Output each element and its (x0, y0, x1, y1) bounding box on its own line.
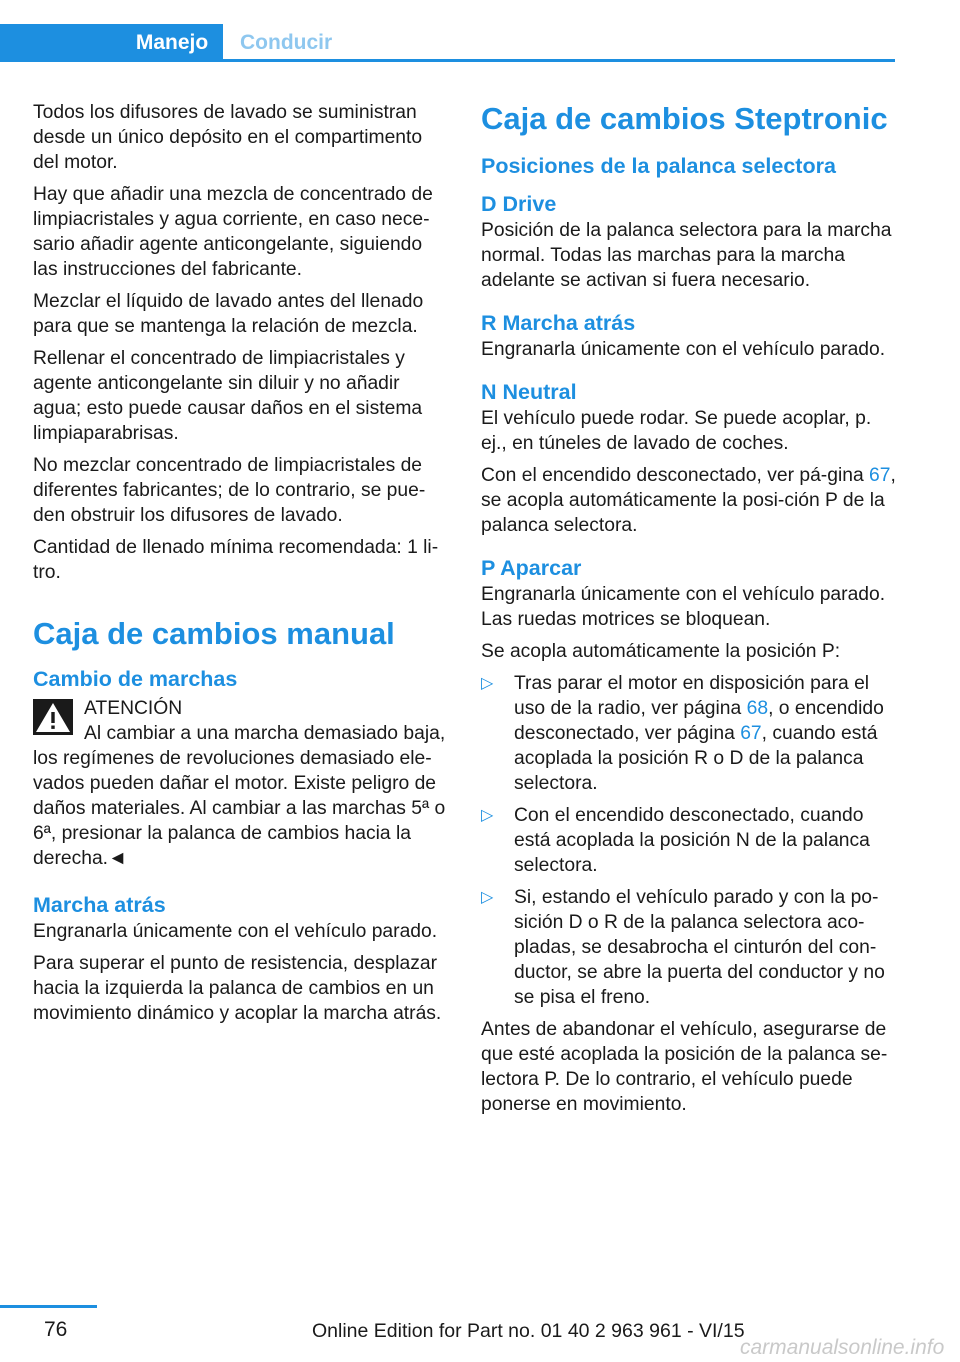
paragraph: Con el encendido desconectado, ver pá‐gina 67, se acopla automáticamente la posi‐ción P de la palanca selectora. (481, 465, 896, 536)
header-divider (0, 59, 895, 62)
paragraph: Todos los difusores de lavado se suministran desde un único depósito en el compartimento del motor. (33, 102, 423, 173)
subsection-title-positions: Posiciones de la palanca selectora (481, 154, 836, 178)
page-link[interactable]: 67 (740, 723, 762, 744)
paragraph: Engranarla únicamente con el vehículo parado. (33, 921, 438, 942)
paragraph: El vehículo puede rodar. Se puede acoplar, p. ej., en túneles de lavado de coches. (481, 408, 872, 454)
paragraph: Engranarla únicamente con el vehículo parado. (481, 339, 886, 360)
subsection-title-gear-change: Cambio de marchas (33, 667, 238, 691)
warning-line-1: Al cambiar a una marcha demasiado baja, (84, 723, 446, 744)
position-title-n: N Neutral (481, 380, 577, 404)
tab-conducir[interactable]: Conducir (240, 31, 333, 54)
paragraph: Para superar el punto de resistencia, desplazar hacia la izquierda la palanca de cambios en un movimiento dinámico y acoplar la marcha atrás. (33, 953, 442, 1024)
right-column (481, 100, 899, 1124)
position-title-p: P Aparcar (481, 556, 582, 580)
page-link[interactable]: 68 (746, 698, 769, 719)
tab-manejo[interactable]: Manejo (121, 24, 223, 62)
watermark: carmanualsonline.info (740, 1336, 945, 1359)
list-item: ▷ Tras parar el motor en disposición para el uso de la radio, ver página 68, o encendido desconectado, ver página 67, cuando está acoplada la posición R o D de la palanca selectora. (481, 673, 884, 794)
left-column (33, 100, 448, 1033)
subsection-title-reverse: Marcha atrás (33, 893, 166, 917)
edition-text: Online Edition for Part no. 01 40 2 963 961 - VI/15 (312, 1320, 745, 1342)
paragraph: Hay que añadir una mezcla de concentrado de limpiacristales y agua corriente, en caso nece‐sario añadir agente anticongelante, siguiendo las instrucciones del fabricante. (33, 184, 433, 280)
warning-title: ATENCIÓN (84, 698, 183, 719)
warning-box (33, 696, 448, 871)
position-title-d: D Drive (481, 192, 557, 216)
page-number: 76 (44, 1318, 68, 1341)
bullet-triangle-icon: ▷ (481, 889, 494, 906)
paragraph: Mezclar el líquido de lavado antes del llenado para que se mantenga la relación de mezcla. (33, 291, 424, 337)
header-left-bar (0, 24, 121, 62)
footer-divider (0, 1305, 97, 1308)
bullet-triangle-icon: ▷ (481, 807, 494, 824)
list-item: ▷ Con el encendido desconectado, cuando está acoplada la posición N de la palanca selectora. (481, 805, 870, 876)
page-link[interactable]: 67 (869, 465, 891, 486)
position-title-r: R Marcha atrás (481, 311, 636, 335)
bullet-triangle-icon: ▷ (481, 675, 494, 692)
paragraph: Rellenar el concentrado de limpiacristales y agente anticongelante sin diluir y no añadir agua; esto puede causar daños en el sistema limpiaparabrisas. (33, 348, 423, 444)
warning-triangle-icon (33, 699, 73, 735)
warning-text: los regímenes de revoluciones demasiado ele‐vados pueden dañar el motor. Existe peligro de daños materiales. Al cambiar a las marchas 5ª o 6ª, presionar la palanca de cambios hacia la derecha.◄ (33, 748, 446, 869)
section-title-steptronic: Caja de cambios Steptronic (481, 101, 888, 136)
paragraph: Antes de abandonar el vehículo, asegurarse de que esté acoplada la posición de la palanca se‐lectora P. De lo contrario, el vehículo puede ponerse en movimiento. (481, 1019, 888, 1115)
section-title-manual: Caja de cambios manual (33, 616, 395, 651)
bullet-list (481, 671, 899, 1010)
paragraph: Cantidad de llenado mínima recomendada: 1 li‐tro. (33, 537, 439, 583)
list-item: ▷ Si, estando el vehículo parado y con la po‐sición D o R de la palanca selectora aco‐pladas, se desabrocha el cinturón del con‐ductor, se abre la puerta del conductor y no se pisa el freno. (481, 887, 885, 1008)
paragraph: Posición de la palanca selectora para la marcha normal. Todas las marchas para la marcha adelante se activan si fuera necesario. (481, 220, 892, 291)
paragraph: Engranarla únicamente con el vehículo parado. Las ruedas motrices se bloquean. (481, 584, 886, 630)
paragraph: No mezclar concentrado de limpiacristales de diferentes fabricantes; de lo contrario, se pue‐den obstruir los difusores de lavado. (33, 455, 426, 526)
paragraph: Se acopla automáticamente la posición P: (481, 641, 841, 662)
page-header (0, 0, 895, 62)
